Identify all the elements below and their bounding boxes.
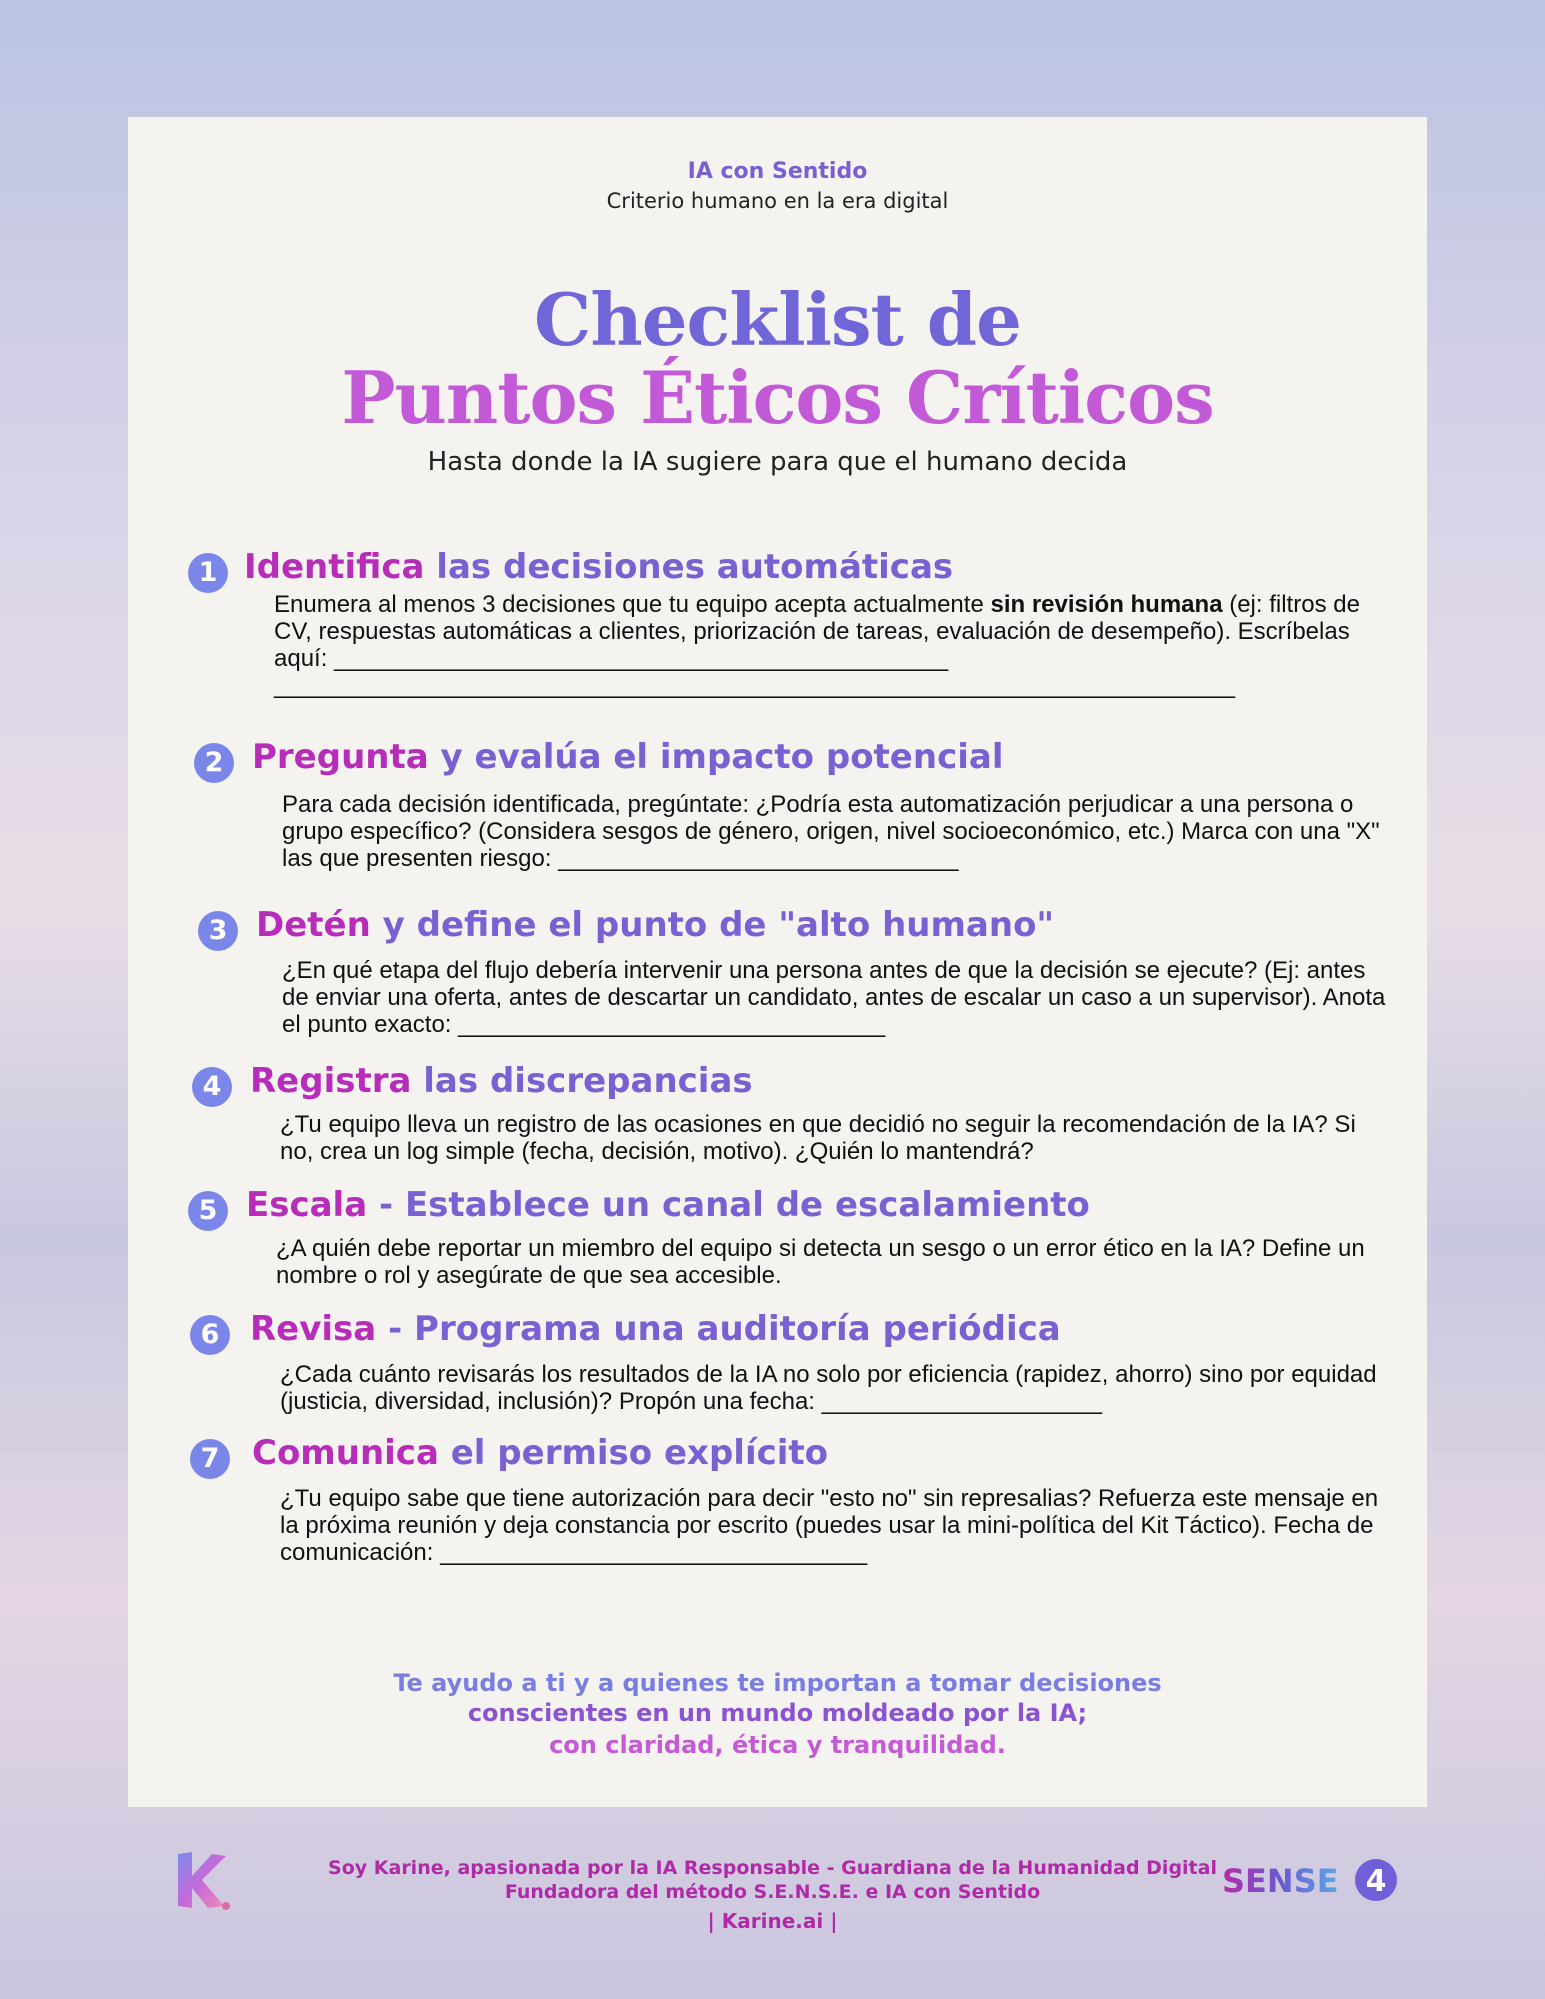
item-heading-text: y evalúa el impacto potencial <box>428 737 1004 777</box>
item-heading-text: - Establece un canal de escalamiento <box>367 1185 1090 1225</box>
brand-name: IA con Sentido <box>687 159 868 184</box>
item-body: ¿Tu equipo lleva un registro de las ocasiones en que decidió no seguir la recomendación de la IA? Si no, crea un log simple (fecha, decisión, motivo). ¿Quién lo mantendrá? <box>280 1111 1356 1165</box>
brand-tagline: Criterio humano en la era digital <box>606 189 949 213</box>
title-line-1: Checklist de <box>534 277 1021 362</box>
item-heading <box>250 1309 1061 1349</box>
item-body-text: (ej: filtros de CV, respuestas automáticas a clientes, priorización de tareas, evaluación de desempeño). Escríbelas aquí: ______________________________________________ ________________________________________________________________________ <box>274 591 1360 699</box>
number-badge: 3 <box>198 911 238 951</box>
item-heading <box>252 1433 828 1473</box>
item-heading-text: - Programa una auditoría periódica <box>376 1309 1061 1349</box>
number-badge: 7 <box>190 1439 230 1479</box>
title-line-2: Puntos Éticos Críticos <box>341 355 1214 440</box>
number-badge: 1 <box>188 553 228 593</box>
footer-line-1: Soy Karine, apasionada por la IA Responsable - Guardiana de la Humanidad Digital <box>328 1857 1217 1879</box>
sense-logo-number: 4 <box>1365 1864 1387 1899</box>
item-body: ¿En qué etapa del flujo debería intervenir una persona antes de que la decisión se ejecute? (Ej: antes de enviar una oferta, antes de descartar un candidato, antes de escalar un caso a un supervisor). Anota el punto exacto: ________________________________ <box>282 957 1386 1038</box>
item-heading-text: las discrepancias <box>411 1061 753 1101</box>
subtitle: Hasta donde la IA sugiere para que el humano decida <box>427 447 1128 477</box>
item-keyword: Comunica <box>252 1433 439 1473</box>
item-body: ¿Tu equipo sabe que tiene autorización para decir "esto no" sin represalias? Refuerza este mensaje en la próxima reunión y deja constancia por escrito (puedes usar la mini-política del Kit Táctico). Fecha de comunicación: ________________________________ <box>280 1485 1379 1566</box>
item-keyword: Revisa <box>250 1309 377 1349</box>
item-keyword: Detén <box>256 905 371 945</box>
item-heading <box>252 737 1003 777</box>
item-heading-text: el permiso explícito <box>438 1433 829 1473</box>
item-keyword: Registra <box>250 1061 412 1101</box>
item-body-text: Enumera al menos 3 decisiones que tu equipo acepta actualmente <box>274 591 991 618</box>
item-body: ¿Cada cuánto revisarás los resultados de la IA no solo por eficiencia (rapidez, ahorro) sino por equidad (justicia, diversidad, inclusión)? Propón una fecha: _____________________ <box>280 1361 1377 1415</box>
sense-logo-icon <box>1220 1856 1400 1906</box>
item-body: ¿A quién debe reportar un miembro del equipo si detecta un sesgo o un error ético en la IA? Define un nombre o rol y asegúrate de que sea accesible. <box>276 1235 1365 1289</box>
closing-line-2: conscientes en un mundo moldeado por la IA; <box>467 1699 1088 1727</box>
closing-line-3: con claridad, ética y tranquilidad. <box>549 1731 1006 1759</box>
item-keyword: Pregunta <box>252 737 429 777</box>
item-heading <box>250 1061 753 1101</box>
footer-line-2: Fundadora del método S.E.N.S.E. e IA con Sentido <box>504 1881 1041 1903</box>
item-heading-text: las decisiones automáticas <box>424 547 954 587</box>
item-heading <box>246 1185 1090 1225</box>
item-body <box>274 591 1384 699</box>
item-heading <box>244 547 953 587</box>
footer-link[interactable]: | Karine.ai | <box>707 1909 838 1933</box>
item-body: Para cada decisión identificada, pregúntate: ¿Podría esta automatización perjudicar a una persona o grupo específico? (Considera sesgos de género, origen, nivel socioeconómico, etc.) Marca con una "X" las que presenten riesgo: ______________________________ <box>282 791 1380 872</box>
number-badge: 6 <box>190 1315 230 1355</box>
item-heading <box>256 905 1054 945</box>
karine-logo-text: K <box>172 1848 173 1849</box>
closing-line-1: Te ayudo a ti y a quienes te importan a tomar decisiones <box>393 1669 1162 1697</box>
item-heading-text: y define el punto de "alto humano" <box>370 905 1055 945</box>
item-keyword: Escala <box>246 1185 368 1225</box>
item-keyword: Identifica <box>244 547 425 587</box>
number-badge: 2 <box>194 743 234 783</box>
item-body-emphasis: sin revisión humana <box>990 591 1223 618</box>
checklist-card <box>128 117 1427 1807</box>
number-badge: 5 <box>188 1191 228 1231</box>
number-badge: 4 <box>192 1067 232 1107</box>
sense-logo-text: SENSE <box>1222 1862 1339 1900</box>
